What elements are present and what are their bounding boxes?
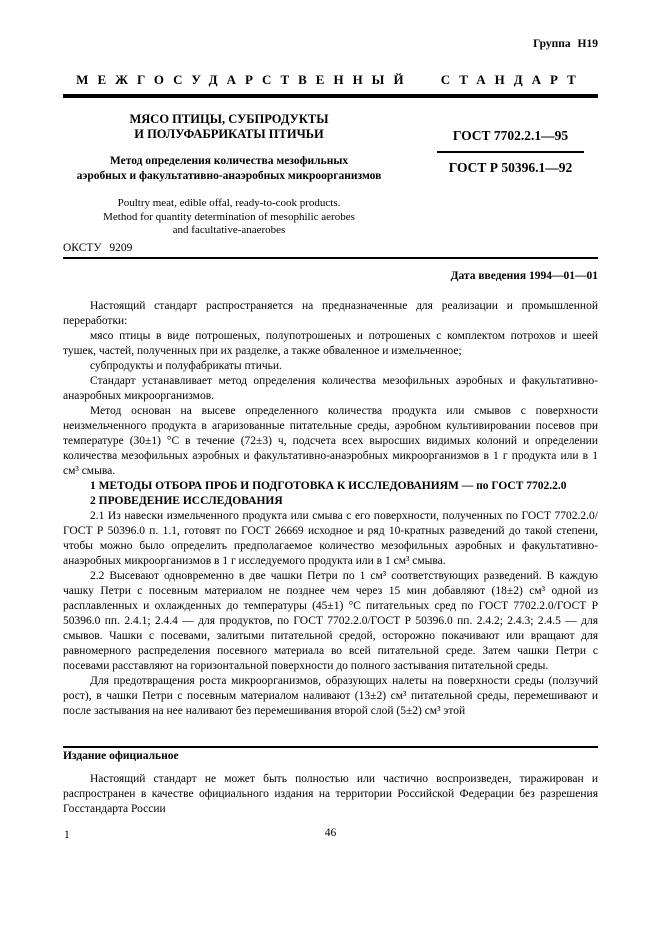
gost-separator-rule bbox=[437, 151, 584, 153]
document-title bbox=[63, 112, 395, 142]
group-label: Группа Н19 bbox=[533, 38, 598, 50]
document-title-line1: МЯСО ПТИЦЫ, СУБПРОДУКТЫ bbox=[129, 112, 329, 126]
document-body bbox=[63, 299, 598, 719]
gost-number-secondary: ГОСТ Р 50396.1—92 bbox=[448, 160, 573, 175]
english-title-line2: Method for quantity determination of mesophilic aerobes bbox=[103, 210, 355, 223]
intro-paragraph: Настоящий стандарт распространяется на предназначенные для реализации и промышленной переработки: bbox=[63, 299, 598, 327]
introduction-date: Дата введения 1994—01—01 bbox=[450, 269, 598, 282]
section-2-paragraph: 2.2 Высевают одновременно в две чашки Петри по 1 см³ соответствующих разведений. В каждую чашку Петри с посевным материалом не позднее чем через 15 мин добавляют (18±2) см³ одной из расплавленных и охлажденных до температуры (45±1) °С питательных сред по ГОСТ 7702.2.0/ГОСТ Р 50396.0 пп. 2.4.1; 2.4.4 — для продуктов, по ГОСТ 7702.2.0/ГОСТ Р 50396.0 пп. 2.4.2; 2.4.3; 2.4.5 — для смывов. Чашки с посевами, залитыми питательной средой, осторожно покачивают или вращают для равномерного распределения посевного материала во всей питательной среде. Затем чашки Петри с посевами расставляют на горизонтальной поверхности до полного застывания питательной среды. bbox=[63, 569, 598, 672]
page-footer bbox=[63, 746, 598, 817]
english-title-line1: Poultry meat, edible offal, ready-to-cook products. bbox=[117, 197, 341, 209]
english-title-line3: and facultative-anaerobes bbox=[172, 224, 286, 236]
document-subtitle bbox=[63, 154, 395, 184]
document-subtitle-line1: Метод определения количества мезофильных bbox=[109, 155, 349, 167]
gost-number-primary: ГОСТ 7702.2.1—95 bbox=[452, 128, 569, 143]
section-2-heading: 2 ПРОВЕДЕНИЕ ИССЛЕДОВАНИЯ bbox=[90, 494, 283, 507]
section-1-heading: 1 МЕТОДЫ ОТБОРА ПРОБ И ПОДГОТОВКА К ИССЛЕДОВАНИЯМ — по ГОСТ 7702.2.0 bbox=[90, 479, 567, 492]
title-left-column bbox=[63, 112, 395, 238]
page-number: 46 bbox=[324, 827, 337, 839]
header-rule bbox=[63, 94, 598, 98]
standard-type-heading: МЕЖГОСУДАРСТВЕННЫЙ СТАНДАРТ bbox=[76, 72, 585, 87]
english-title bbox=[63, 197, 395, 238]
intro-paragraph: Метод основан на высеве определенного количества продукта или смывов с поверхности неизмельченного продукта в агаризованные питательные среды, аэробном культивировании посевов при температуре (30±1) °С в течение (72±3) ч, подсчета всех выросших видимых колоний и определении количества мезофильных аэробных и факультативно-анаэробных микроорганизмов в 1 г продукта или в 1 см³ смыва. bbox=[63, 404, 598, 477]
okstu-code: ОКСТУ 9209 bbox=[63, 241, 133, 254]
copyright-notice: Настоящий стандарт не может быть полностью или частично воспроизведен, тиражирован и распространен в качестве официального издания на территории Российской Федерации без разрешения Госстандарта России bbox=[63, 773, 598, 815]
section-2-paragraph: 2.1 Из навески измельченного продукта или смыва с его поверхности, полученных по ГОСТ 7702.2.0/ГОСТ Р 50396.0 п. 1.1, готовят по ГОСТ 26669 исходное и ряд 10-кратных разведений до такой степени, чтобы можно было определить предполагаемое количество мезофильных аэробных и факультативно-анаэробных микроорганизмов в 1 г исследуемого продукта или в 1 см³ смыва. bbox=[63, 509, 598, 567]
intro-paragraph: субпродукты и полуфабрикаты птичьи. bbox=[90, 359, 282, 372]
document-subtitle-line2: аэробных и факультативно-анаэробных микроорганизмов bbox=[76, 170, 382, 182]
intro-paragraph: Стандарт устанавливает метод определения количества мезофильных аэробных и факультативно-анаэробных микроорганизмов. bbox=[63, 374, 598, 402]
document-title-line2: И ПОЛУФАБРИКАТЫ ПТИЧЬИ bbox=[134, 127, 324, 141]
designation-block bbox=[423, 112, 598, 238]
section-2-paragraph: Для предотвращения роста микроорганизмов, образующих налеты на поверхности среды (ползучий рост), в чашки Петри с посевным материалом наливают (13±2) см³ питательной среды, перемешивают и после застывания на нее наливают без перемешивания второй слой (5±2) см³ этой bbox=[63, 674, 598, 717]
official-edition-label: Издание официальное bbox=[63, 750, 179, 762]
footer-rule bbox=[63, 746, 598, 748]
header-divider-rule bbox=[63, 257, 598, 259]
sheet-number: 1 bbox=[64, 829, 70, 841]
title-block bbox=[63, 112, 598, 238]
page-content bbox=[63, 0, 598, 719]
intro-paragraph: мясо птицы в виде потрошеных, полупотрошеных и потрошеных с комплектом потрохов и шеей тушек, частей, полученных при их разделке, а также обваленное и измельченное; bbox=[63, 329, 598, 357]
